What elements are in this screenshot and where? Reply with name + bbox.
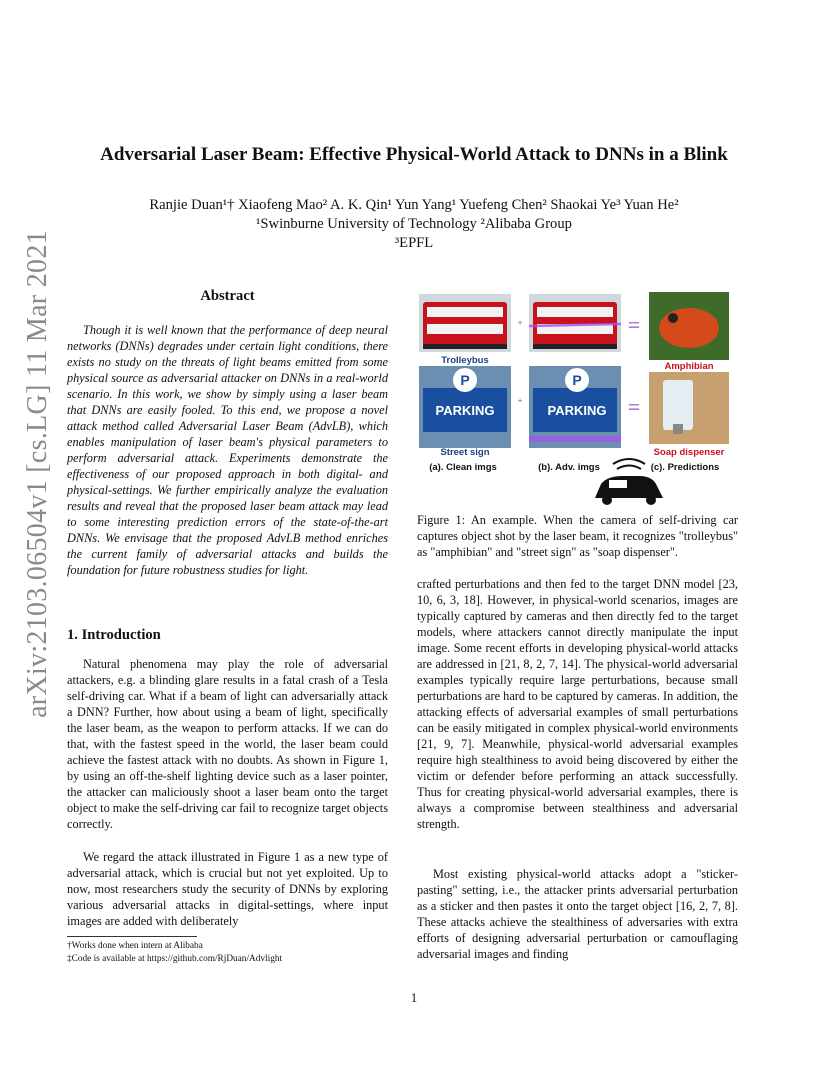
right-paragraph-2 xyxy=(417,866,738,962)
abstract-heading: Abstract xyxy=(200,288,255,304)
footnote-1: †Works done when intern at Alibaba xyxy=(67,941,203,951)
abstract-paragraph: Though it is well known that the performance of deep neural networks (DNNs) degrades under certain light conditions, there exists no study on the threats of light beams emitted from some physical source as adversarial attacker on DNNs in a real-world scenario. In this work, we show by simply using a laser beam that DNNs are easily fooled. To this end, we propose a novel attack method called Adversarial Laser Beam (AdvLB), which enables manipulation of laser beam's physical parameters to perform adversarial attack. Experiments demonstrate the effectiveness of our proposed approach in both digital- and physical-settings. We further empirically analyze the evaluation results and reveal that the proposed laser beam attack may lead to some interesting prediction errors of the state-of-the-art DNNs. We envisage that the proposed AdvLB method enriches the current family of adversarial attacks and builds the foundation for future robustness studies for light. xyxy=(67,323,388,577)
page-number: 1 xyxy=(410,990,418,1005)
paper-title: Adversarial Laser Beam: Effective Physical-World Attack to DNNs in a Blink xyxy=(100,144,728,165)
author-block xyxy=(0,196,828,253)
abstract-text xyxy=(67,322,388,578)
intro-paragraph-1 xyxy=(67,656,388,832)
right-paragraph-1 xyxy=(417,576,738,832)
paragraph-text: crafted perturbations and then fed to the target DNN model [23, 10, 6, 3, 18]. However, in physical-world scenarios, images are typically captured by cameras and then directly fed to the target models, where attackers cannot directly manipulate the input image. Some recent efforts in developing physical-world attacks are addressed in [21, 8, 2, 7, 14]. The physical-world adversarial examples typically require large perturbations, because small perturbations are hard to be captured by cameras. In addition, the attacking effects of adversarial examples of small perturbations can be easily mitigated in complex physical-world environments [21, 9, 7]. Meanwhile, physical-world adversarial examples require high stealthiness to avoid being discovered by either the victim or defender before performing an attack successfully. Thus for creating physical-world adversarial examples, there is always a compromise between stealthiness and adversarial strength. xyxy=(417,577,738,831)
bus-image-clean xyxy=(419,294,511,352)
label-clean-imgs: (a). Clean imgs xyxy=(429,462,497,473)
parking-text: PARKING xyxy=(435,403,495,418)
bus-image-adversarial xyxy=(529,294,621,352)
intro-paragraph-2 xyxy=(67,849,388,929)
arxiv-stamp: arXiv:2103.06504v1 [cs.LG] 11 Mar 2021 xyxy=(22,230,53,718)
label-street-sign: Street sign xyxy=(440,447,490,458)
equals-symbol: = xyxy=(627,394,641,419)
soap-dispenser-image xyxy=(649,372,729,444)
affiliation-line: ¹Swinburne University of Technology ²Alibaba Group xyxy=(256,216,572,232)
paragraph-text: Natural phenomena may play the role of adversarial attackers, e.g. a blinding glare results in a fatal crash of a Tesla self-driving car. What if a beam of light can adversarially attack a DNN? Further, how about using a beam of light, specifically the laser beam, as the weapon to perform attacks. If we can do that, with the fastest speed in the world, the laser beam could achieve the fastest attack with no doubts. As shown in Figure 1, by using an off-the-shelf lighting device such as a laser pointer, the attacker can maliciously shoot a laser beam onto the target object to make the self-driving car fail to recognize target objects correctly. xyxy=(67,657,388,831)
figure-caption: Figure 1: An example. When the camera of self-driving car captures object shot by the laser beam, it recognizes "trolleybus" as "amphibian" and "street sign" as "soap dispenser". xyxy=(417,513,738,559)
label-soap-dispenser: Soap dispenser xyxy=(653,447,725,458)
authors-line: Ranjie Duan¹† Xiaofeng Mao² A. K. Qin¹ Yun Yang¹ Yuefeng Chen² Shaokai Ye³ Yuan He² xyxy=(149,197,679,213)
figure-illustration xyxy=(417,288,738,506)
svg-text:P: P xyxy=(460,372,470,388)
frog-image xyxy=(649,292,729,360)
label-predictions: (c). Predictions xyxy=(650,462,720,473)
footnote-2: ‡Code is available at https://github.com/RjDuan/Advlight xyxy=(67,954,283,964)
figure-1 xyxy=(417,288,738,506)
label-adv-imgs: (b). Adv. imgs xyxy=(538,462,600,473)
plus-symbol: + xyxy=(517,318,523,328)
parking-sign-clean xyxy=(419,366,511,448)
label-amphibian: Amphibian xyxy=(664,361,714,372)
paragraph-text: We regard the attack illustrated in Figure 1 as a new type of adversarial attack, which is crucial but not yet exploited. Up to now, most researchers study the security of DNNs by exploring various adversarial attacks in digital-settings, where input images are added with deliberately xyxy=(67,850,388,928)
svg-text:P: P xyxy=(572,372,582,388)
label-trolleybus: Trolleybus xyxy=(441,355,489,366)
parking-sign-adversarial xyxy=(529,366,621,448)
footnote-rule xyxy=(67,936,197,937)
plus-symbol: + xyxy=(517,396,523,406)
parking-text: PARKING xyxy=(547,403,607,418)
paragraph-text: Most existing physical-world attacks adopt a "sticker-pasting" setting, i.e., the attacker prints adversarial perturbation as a sticker and then pastes it onto the target object [16, 2, 7, 8]. These attacks achieve the stealthiness of adversaries with extra efforts of designing adversarial perturbation or camouflaging adversarial images and finding xyxy=(417,867,738,961)
affiliation-line: ³EPFL xyxy=(394,235,434,251)
section-heading: 1. Introduction xyxy=(67,627,161,643)
equals-symbol: = xyxy=(627,312,641,337)
